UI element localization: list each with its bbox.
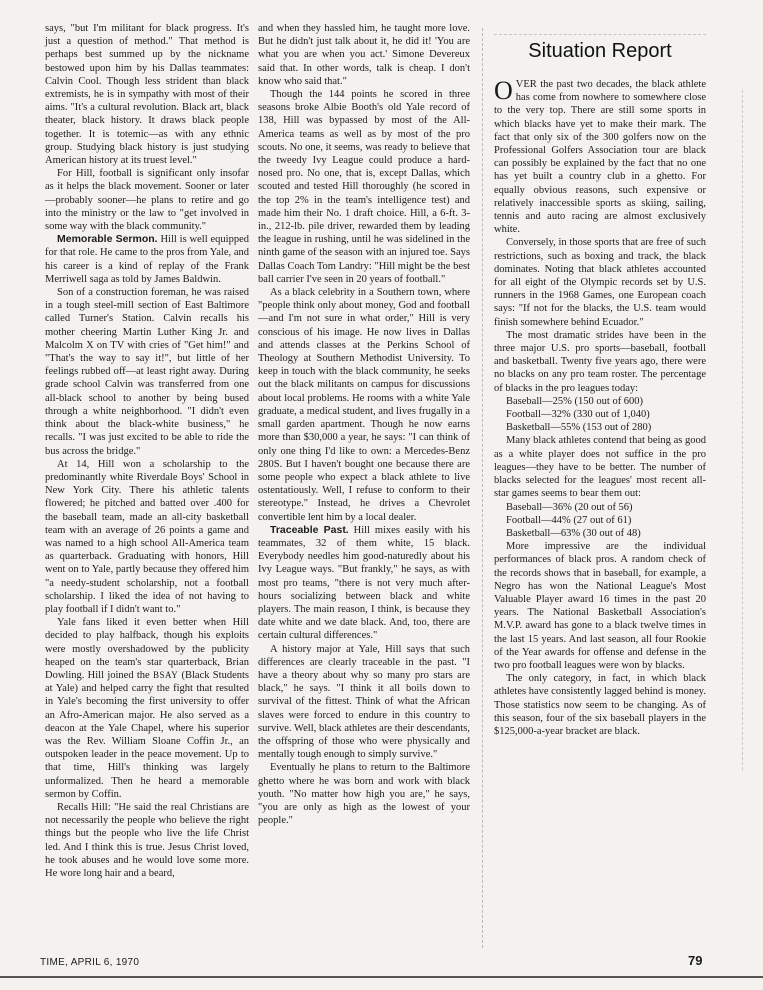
acronym: BSAY <box>153 669 179 680</box>
paragraph: For Hill, football is significant only insofar as it helps the black movement. Sooner or later—probably sooner—he plans to retire and go into the ministry or the law to "get involved in some way with the black community." <box>45 168 249 233</box>
statistic-line: Football—44% (27 out of 61) <box>506 514 632 526</box>
statistic-line: Basketball—55% (153 out of 280) <box>506 422 652 434</box>
paragraph: At 14, Hill won a scholarship to the predominantly white Riverdale Boys' School in New York City. There his athletic talents flowered; he pitched and batted over .400 for the baseball team, made an all-city basketball team with an average of 26 points a game and was named to a high school All-America team as quarterback. Graduating with honors, Hill went on to Yale, partly because they offered him "a needy-student scholarship, not a football scholarship. I liked the idea of not having to play football if I didn't want to." <box>45 458 249 615</box>
sidebar-top-rule <box>494 34 706 35</box>
statistic-line: Baseball—36% (20 out of 56) <box>506 501 633 513</box>
paragraph: Conversely, in those sports that are free of such restrictions, such as boxing and track, the black dominates. Noting that black athletes accounted for all eight of the Olympic records set by U.S. runners in the 1968 Games, one European coach says: "If not for the blacks, the U.S. team would finish somewhere behind Ecuador." <box>494 237 706 328</box>
paragraph: Many black athletes contend that being as good as a white player does not suffice in the pro leagues—they have to be better. The number of blacks selected for the leagues' most recent all-star games seems to bear them out: <box>494 435 706 500</box>
sidebar-title: Situation Report <box>528 40 672 62</box>
bottom-rule <box>0 976 763 978</box>
paragraph: More impressive are the individual performances of black pros. A random check of the records shows that in baseball, for example, a Negro has won the National League's Most Valuable Player award 16 times in the past 20 years. The National Basketball Association's M.V.P. award has gone to a black twelve times in the last 15 years. And last season, all four Rookie of the Year awards for offense and defense in the two pro football leagues were won by blacks. <box>494 541 706 671</box>
paragraph: and when they hassled him, he taught more love. But he didn't just talk about it, he did it! 'You are what you are when you act.' Simone Devereux said that. In other words, talk is cheap. I don't know who said that." <box>258 23 470 87</box>
paragraph-text: Yale fans liked it even better when Hill decided to play halfback, though his exploits were mostly overshadowed by the publicity heaped on the team's star quarterback, Brian Dowling. Hill joined the <box>45 617 249 681</box>
paragraph-text: Hill mixes easily with his teammates, 32 of them white, 15 black. Everybody needles him good-naturedly about his Ivy League ways. "But frankly," he says, as with most pro teams, "there is not very much after-hours socializing between black and white players. The main reason, I think, is because they date white and we date black. And, too, there are certain cultural differences." <box>258 524 471 642</box>
paragraph <box>45 233 249 286</box>
article-column-2 <box>258 22 470 827</box>
paragraph-text: Hill is well equipped for that role. He came to the pros from Yale, and his career is a kind of replay of the Frank Merriwell saga as told by James Baldwin. <box>45 234 249 285</box>
paragraph: Son of a construction foreman, he was raised in a tough steel-mill section of East Baltimore called Turner's Station. Calvin recalls his mother cheering Martin Luther King Jr. and Malcolm X on TV with cries of "Get him!" and "That's the way to say it!", but little of her feelings rubbed off—at least right away. During grade school Calvin was transferred from one all-black school to another by being bused through a white neighborhood. "I didn't even think about the black-white business," he recalls. "I was just excited to be able to ride the bus across the bridge." <box>45 287 249 457</box>
column-divider <box>482 28 483 948</box>
statistic-line: Basketball—63% (30 out of 48) <box>506 527 641 539</box>
paragraph <box>258 524 470 643</box>
drop-cap: O <box>494 76 513 105</box>
issue-dateline: TIME, APRIL 6, 1970 <box>40 957 140 968</box>
paragraph: As a black celebrity in a Southern town, where "people think only about money, God and football—and I'm not sure in what order," Hill is very conscious of his image. He now lives in Dallas and attends classes at the Perkins School of Theology at Southern Methodist University. To keep in touch with the black community, he seeks out the black militants on campus for discussions about local problems. He rooms with a white Yale graduate, a medical student, and lives frugally in a small garden apartment. Though he now earns more than $30,000 a year, he says: "I can think of only one thing I'd like to own: a Mercedes-Benz 280S. But I haven't bought one because there are some people who expect a black athlete to live ostentatiously. Well, I refuse to conform to their stereotype." Instead, he drives a Chevrolet convertible lent him by a local dealer. <box>258 287 470 523</box>
paragraph: The only category, in fact, in which black athletes have consistently lagged behind is money. Those statistics now seem to be changing. As of this season, four of the six baseball players in the $125,000-a-year bracket are black. <box>494 673 706 737</box>
paragraph: says, "but I'm militant for black progress. It's just a question of method." That method is perhaps best summed up by the nickname bestowed upon him by his Dallas teammates: Calvin Cool. Though less strident than black extremists, he is in sympathy with most of their aims. "It's a cultural revolution. Black art, black theater, black history. It draws black people together. It is totemic—as with any ethnic group. Studying black history is just studying American history at its truest level." <box>45 23 249 167</box>
paragraph: Recalls Hill: "He said the real Christians are not necessarily the people who believe the right things but the people who live the life Christ led. And I think this is true. Jesus Christ loved, he took abuses and he would love some more. He wore long hair and a beard, <box>45 801 249 879</box>
section-subhead: Traceable Past. <box>270 523 349 536</box>
paragraph-text: (Black Students at Yale) and helped carry the fight that resulted in Yale's becoming the first university to offer an Afro-American major. He also served as a deacon at the Yale Chapel, where his superior was the Rev. William Sloane Coffin Jr., an outspoken leader in the peace movement. Up to that time, Hill's thinking was largely unformalized. Then he heard a memorable sermon by Coffin. <box>45 669 249 800</box>
sidebar-column <box>494 78 706 738</box>
statistic-line: Football—32% (330 out of 1,040) <box>506 409 650 421</box>
paragraph <box>45 616 249 801</box>
statistic-line: Baseball—25% (150 out of 600) <box>506 395 644 407</box>
paragraph-text: VER the past two decades, the black athlete has come from nowhere to somewhere close to the very top. There are still some sports in which blacks have yet to make their mark. The fact that only six of the 300 golfers now on the Professional Golfers Association tour are black can possibly be explained by the fact that no one has yet built a country club in a ghetto. For equally obvious reasons, such expensive or relatively inaccessible sports as skiing, sailing, tennis and auto racing are almost exclusively white. <box>494 79 706 236</box>
paragraph: Eventually he plans to return to the Baltimore ghetto where he was born and work with black youth. "No matter how high you are," he says, "you are only as high as the lowest of your people." <box>258 762 470 827</box>
article-column-1 <box>45 22 249 880</box>
paragraph: The most dramatic strides have been in the three major U.S. pro sports—baseball, football and basketball. Twenty five years ago, there were no blacks on any pro team roster. The percentage of blacks in the pro leagues today: <box>494 329 706 394</box>
page-number: 79 <box>688 953 703 968</box>
section-subhead: Memorable Sermon. <box>57 233 158 246</box>
paragraph: Though the 144 points he scored in three seasons broke Albie Booth's old Yale record of 138, Hill was bypassed by most of the All-America teams as well as by most of the pro scouts. No one, it seems, was ready to believe that the tweedy Ivy League could produce a hard-nosed pro. No one, that is, except Dallas, which scouted and tested Hill thoroughly (he scored in the top 2% in the team's intelligence test) and made him their No. 1 draft choice. Hill, a 6-ft. 3-in., 212-lb. pile driver, rewarded them by leading the league in rushing, until he was sidelined in the ninth game of the season with an injured toe. Says Dallas Coach Tom Landry: "Hill might be the best ball carrier I've seen in 20 years of football." <box>258 89 470 285</box>
paragraph <box>494 78 706 236</box>
paragraph: A history major at Yale, Hill says that such differences are clearly traceable in the past. "I have a theory about why so many pro stars are black," he says. "I think it all boils down to survival of the fittest. Think of what the African slaves were forced to endure in this country to survive. Well, black athletes are their descendants, the offspring of those who were physically and mentally tough enough to simply survive." <box>258 643 470 761</box>
sidebar-right-rule <box>742 90 743 770</box>
